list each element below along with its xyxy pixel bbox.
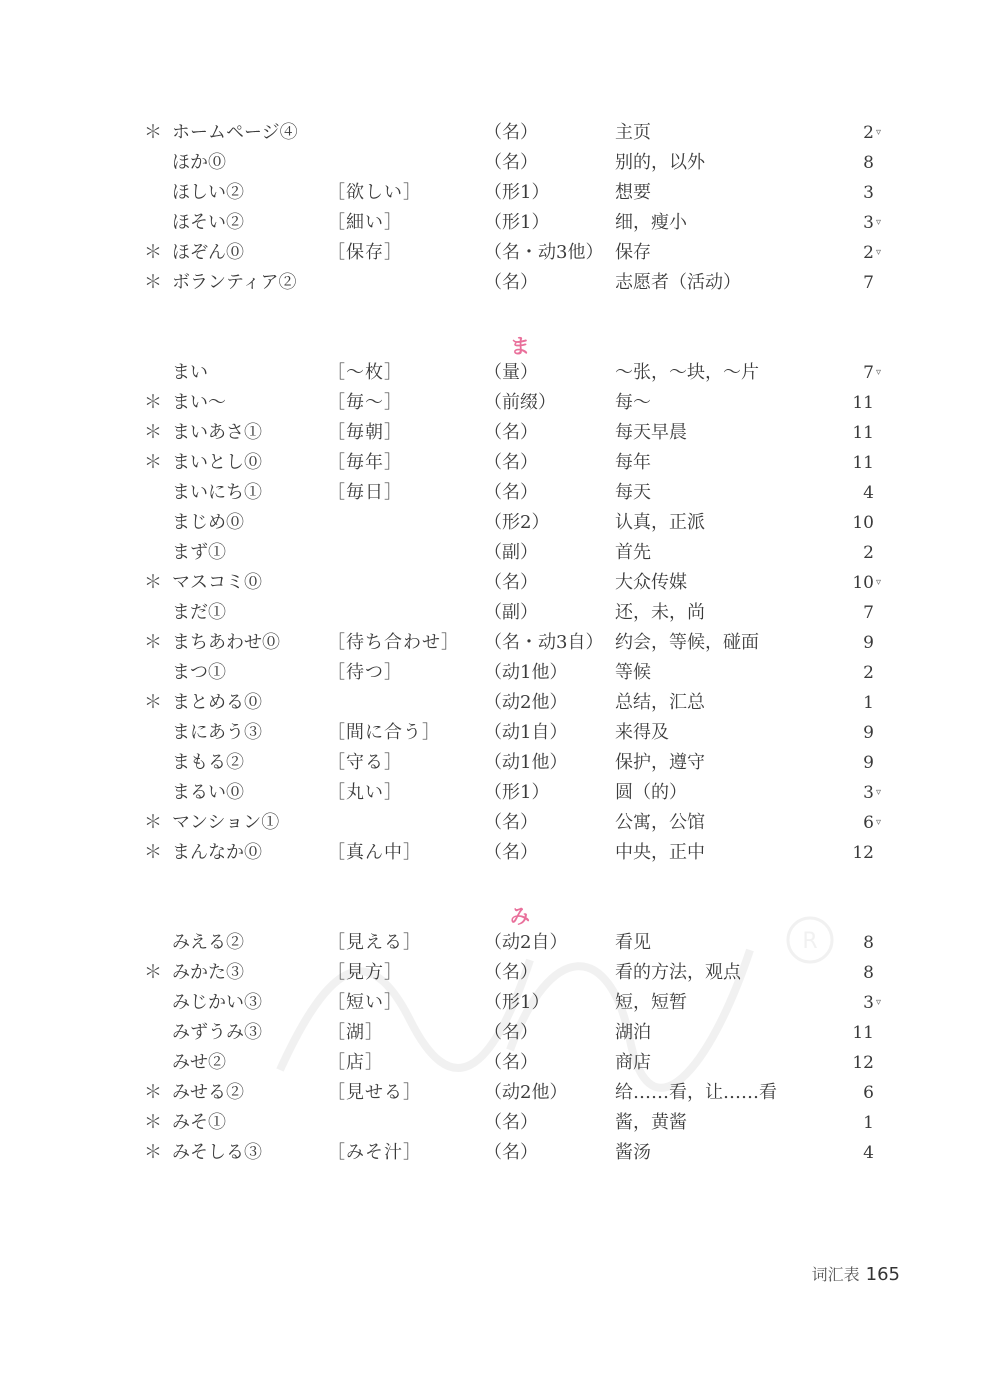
lesson-number: 4 bbox=[863, 483, 874, 503]
chinese-meaning: 公寓，公馆 bbox=[615, 812, 705, 833]
lesson-number: 7 bbox=[863, 363, 874, 383]
lesson-number: 4 bbox=[863, 1143, 874, 1163]
part-of-speech: （名） bbox=[484, 152, 538, 173]
word-reading: みせ② bbox=[172, 1052, 226, 1073]
row-star-marker: ＊ bbox=[144, 422, 162, 443]
vocab-entry-row bbox=[0, 118, 1000, 148]
lesson-number: 2 bbox=[863, 663, 874, 683]
part-of-speech: （动1自） bbox=[484, 722, 568, 743]
chinese-meaning: 别的，以外 bbox=[615, 152, 705, 173]
lesson-number: 11 bbox=[852, 423, 874, 443]
word-kanji: ［欲しい］ bbox=[327, 182, 422, 203]
part-of-speech: （动1他） bbox=[484, 662, 568, 683]
lesson-number: 11 bbox=[852, 453, 874, 473]
part-of-speech: （名） bbox=[484, 812, 538, 833]
part-of-speech: （名・动3自） bbox=[484, 632, 604, 653]
word-reading: まだ① bbox=[172, 602, 226, 623]
lesson-number: 9 bbox=[863, 753, 874, 773]
vocab-entry-row bbox=[0, 718, 1000, 748]
part-of-speech: （名） bbox=[484, 1052, 538, 1073]
word-kanji: ［待ち合わせ］ bbox=[327, 632, 460, 653]
lesson-number: 3 bbox=[863, 993, 874, 1013]
row-star-marker: ＊ bbox=[144, 452, 162, 473]
lesson-number: 12 bbox=[852, 843, 874, 863]
word-reading: みえる② bbox=[172, 932, 244, 953]
row-star-marker: ＊ bbox=[144, 962, 162, 983]
part-of-speech: （名） bbox=[484, 422, 538, 443]
vocab-entry-row bbox=[0, 688, 1000, 718]
part-of-speech: （形1） bbox=[484, 992, 550, 1013]
row-star-marker: ＊ bbox=[144, 122, 162, 143]
word-reading: みじかい③ bbox=[172, 992, 262, 1013]
vocab-entry-row bbox=[0, 748, 1000, 778]
part-of-speech: （形1） bbox=[484, 212, 550, 233]
word-kanji: ［待つ］ bbox=[327, 662, 403, 683]
word-kanji: ［見方］ bbox=[327, 962, 403, 983]
chinese-meaning: 每天早晨 bbox=[615, 422, 687, 443]
word-reading: ほか⓪ bbox=[172, 152, 226, 173]
triangle-mark-icon: ▿ bbox=[876, 247, 882, 258]
row-star-marker: ＊ bbox=[144, 242, 162, 263]
part-of-speech: （前缀） bbox=[484, 392, 556, 413]
word-reading: みずうみ③ bbox=[172, 1022, 262, 1043]
chinese-meaning: 首先 bbox=[615, 542, 651, 563]
part-of-speech: （副） bbox=[484, 542, 538, 563]
lesson-number: 9 bbox=[863, 633, 874, 653]
chinese-meaning: 给……看，让……看 bbox=[615, 1082, 777, 1103]
page-number: 165 bbox=[865, 1264, 900, 1285]
vocab-entry-row bbox=[0, 1078, 1000, 1108]
row-star-marker: ＊ bbox=[144, 272, 162, 293]
chinese-meaning: 酱，黄酱 bbox=[615, 1112, 687, 1133]
word-reading: まいにち① bbox=[172, 482, 262, 503]
word-kanji: ［毎朝］ bbox=[327, 422, 403, 443]
word-kanji: ［細い］ bbox=[327, 212, 403, 233]
chinese-meaning: 每年 bbox=[615, 452, 651, 473]
vocab-entry-row bbox=[0, 388, 1000, 418]
part-of-speech: （名） bbox=[484, 572, 538, 593]
triangle-mark-icon: ▿ bbox=[876, 817, 882, 828]
lesson-number: 1 bbox=[863, 693, 874, 713]
word-kanji: ［湖］ bbox=[327, 1022, 384, 1043]
part-of-speech: （动1他） bbox=[484, 752, 568, 773]
chinese-meaning: 约会，等候，碰面 bbox=[615, 632, 759, 653]
word-reading: マスコミ⓪ bbox=[172, 572, 262, 593]
vocab-entry-row bbox=[0, 628, 1000, 658]
word-kanji: ［短い］ bbox=[327, 992, 403, 1013]
word-reading: まいとし⓪ bbox=[172, 452, 262, 473]
word-kanji: ［毎日］ bbox=[327, 482, 403, 503]
vocab-entry-row bbox=[0, 928, 1000, 958]
part-of-speech: （名） bbox=[484, 842, 538, 863]
word-reading: ボランティア② bbox=[172, 272, 297, 293]
word-kanji: ［毎年］ bbox=[327, 452, 403, 473]
lesson-number: 8 bbox=[863, 153, 874, 173]
vocab-entry-row bbox=[0, 208, 1000, 238]
chinese-meaning: 酱汤 bbox=[615, 1142, 651, 1163]
kana-section-heading: ま bbox=[510, 334, 530, 358]
chinese-meaning: 细，瘦小 bbox=[615, 212, 687, 233]
word-kanji: ［守る］ bbox=[327, 752, 403, 773]
chinese-meaning: 看见 bbox=[615, 932, 651, 953]
vocab-entry-row bbox=[0, 448, 1000, 478]
word-reading: まい～ bbox=[172, 392, 226, 413]
triangle-mark-icon: ▿ bbox=[876, 787, 882, 798]
vocab-entry-row bbox=[0, 1018, 1000, 1048]
word-kanji: ［～枚］ bbox=[327, 362, 403, 383]
vocab-entry-row bbox=[0, 958, 1000, 988]
vocab-entry-row bbox=[0, 598, 1000, 628]
part-of-speech: （形2） bbox=[484, 512, 550, 533]
word-reading: みかた③ bbox=[172, 962, 244, 983]
lesson-number: 8 bbox=[863, 933, 874, 953]
chinese-meaning: 看的方法，观点 bbox=[615, 962, 741, 983]
lesson-number: 10 bbox=[852, 513, 874, 533]
word-reading: まんなか⓪ bbox=[172, 842, 262, 863]
word-kanji: ［見せる］ bbox=[327, 1082, 422, 1103]
word-reading: ほそい② bbox=[172, 212, 244, 233]
word-reading: マンション① bbox=[172, 812, 280, 833]
word-reading: まい bbox=[172, 362, 208, 383]
chinese-meaning: 大众传媒 bbox=[615, 572, 687, 593]
chinese-meaning: 来得及 bbox=[615, 722, 669, 743]
word-reading: まちあわせ⓪ bbox=[172, 632, 280, 653]
vocab-entry-row bbox=[0, 148, 1000, 178]
vocab-entry-row bbox=[0, 658, 1000, 688]
vocab-entry-row bbox=[0, 778, 1000, 808]
triangle-mark-icon: ▿ bbox=[876, 127, 882, 138]
row-star-marker: ＊ bbox=[144, 572, 162, 593]
row-star-marker: ＊ bbox=[144, 632, 162, 653]
lesson-number: 12 bbox=[852, 1053, 874, 1073]
lesson-number: 3 bbox=[863, 783, 874, 803]
vocab-entry-row bbox=[0, 478, 1000, 508]
vocab-entry-row bbox=[0, 178, 1000, 208]
chinese-meaning: 短，短暂 bbox=[615, 992, 687, 1013]
word-reading: まず① bbox=[172, 542, 226, 563]
part-of-speech: （名） bbox=[484, 122, 538, 143]
part-of-speech: （名） bbox=[484, 272, 538, 293]
chinese-meaning: 还，未，尚 bbox=[615, 602, 705, 623]
chinese-meaning: 想要 bbox=[615, 182, 651, 203]
chinese-meaning: 保存 bbox=[615, 242, 651, 263]
chinese-meaning: 保护，遵守 bbox=[615, 752, 705, 773]
word-kanji: ［真ん中］ bbox=[327, 842, 422, 863]
part-of-speech: （动2自） bbox=[484, 932, 568, 953]
lesson-number: 2 bbox=[863, 243, 874, 263]
lesson-number: 1 bbox=[863, 1113, 874, 1133]
part-of-speech: （动2他） bbox=[484, 692, 568, 713]
part-of-speech: （名） bbox=[484, 482, 538, 503]
word-kanji: ［見える］ bbox=[327, 932, 422, 953]
word-reading: ほしい② bbox=[172, 182, 244, 203]
vocab-entry-row bbox=[0, 988, 1000, 1018]
chinese-meaning: 主页 bbox=[615, 122, 651, 143]
word-reading: まいあさ① bbox=[172, 422, 262, 443]
vocab-entry-row bbox=[0, 1048, 1000, 1078]
lesson-number: 10 bbox=[852, 573, 874, 593]
chinese-meaning: 每天 bbox=[615, 482, 651, 503]
chinese-meaning: 等候 bbox=[615, 662, 651, 683]
lesson-number: 8 bbox=[863, 963, 874, 983]
word-kanji: ［みそ汁］ bbox=[327, 1142, 422, 1163]
vocab-entry-row bbox=[0, 418, 1000, 448]
vocab-entry-row bbox=[0, 268, 1000, 298]
chinese-meaning: 志愿者（活动） bbox=[615, 272, 741, 293]
word-reading: みそしる③ bbox=[172, 1142, 262, 1163]
row-star-marker: ＊ bbox=[144, 1112, 162, 1133]
chinese-meaning: 圆（的） bbox=[615, 782, 687, 803]
lesson-number: 3 bbox=[863, 183, 874, 203]
lesson-number: 6 bbox=[863, 813, 874, 833]
word-reading: ホームページ④ bbox=[172, 122, 298, 143]
row-star-marker: ＊ bbox=[144, 1142, 162, 1163]
lesson-number: 2 bbox=[863, 543, 874, 563]
word-reading: まもる② bbox=[172, 752, 244, 773]
word-kanji: ［店］ bbox=[327, 1052, 384, 1073]
lesson-number: 6 bbox=[863, 1083, 874, 1103]
part-of-speech: （名） bbox=[484, 1022, 538, 1043]
triangle-mark-icon: ▿ bbox=[876, 997, 882, 1008]
part-of-speech: （名） bbox=[484, 1142, 538, 1163]
word-reading: まとめる⓪ bbox=[172, 692, 262, 713]
lesson-number: 2 bbox=[863, 123, 874, 143]
chinese-meaning: 认真，正派 bbox=[615, 512, 705, 533]
triangle-mark-icon: ▿ bbox=[876, 217, 882, 228]
word-kanji: ［毎～］ bbox=[327, 392, 403, 413]
lesson-number: 7 bbox=[863, 603, 874, 623]
word-reading: ほぞん⓪ bbox=[172, 242, 244, 263]
chinese-meaning: 总结，汇总 bbox=[615, 692, 705, 713]
row-star-marker: ＊ bbox=[144, 392, 162, 413]
kana-section-heading: み bbox=[510, 904, 530, 928]
part-of-speech: （副） bbox=[484, 602, 538, 623]
lesson-number: 7 bbox=[863, 273, 874, 293]
part-of-speech: （形1） bbox=[484, 782, 550, 803]
lesson-number: 11 bbox=[852, 1023, 874, 1043]
word-kanji: ［丸い］ bbox=[327, 782, 403, 803]
part-of-speech: （名・动3他） bbox=[484, 242, 604, 263]
row-star-marker: ＊ bbox=[144, 1082, 162, 1103]
part-of-speech: （名） bbox=[484, 1112, 538, 1133]
part-of-speech: （名） bbox=[484, 962, 538, 983]
part-of-speech: （量） bbox=[484, 362, 538, 383]
word-reading: みそ① bbox=[172, 1112, 226, 1133]
vocab-entry-row bbox=[0, 508, 1000, 538]
part-of-speech: （名） bbox=[484, 452, 538, 473]
row-star-marker: ＊ bbox=[144, 842, 162, 863]
chinese-meaning: 湖泊 bbox=[615, 1022, 651, 1043]
chinese-meaning: 中央，正中 bbox=[615, 842, 705, 863]
lesson-number: 3 bbox=[863, 213, 874, 233]
page-footer bbox=[760, 1262, 900, 1285]
row-star-marker: ＊ bbox=[144, 692, 162, 713]
vocab-entry-row bbox=[0, 238, 1000, 268]
word-kanji: ［間に合う］ bbox=[327, 722, 441, 743]
part-of-speech: （动2他） bbox=[484, 1082, 568, 1103]
vocab-entry-row bbox=[0, 538, 1000, 568]
word-reading: みせる② bbox=[172, 1082, 244, 1103]
word-reading: まじめ⓪ bbox=[172, 512, 244, 533]
chinese-meaning: 商店 bbox=[615, 1052, 651, 1073]
vocab-entry-row bbox=[0, 358, 1000, 388]
vocab-entry-row bbox=[0, 808, 1000, 838]
chinese-meaning: ～张，～块，～片 bbox=[615, 362, 759, 383]
lesson-number: 11 bbox=[852, 393, 874, 413]
vocab-entry-row bbox=[0, 568, 1000, 598]
vocab-entry-row bbox=[0, 1138, 1000, 1168]
triangle-mark-icon: ▿ bbox=[876, 577, 882, 588]
footer-label: 词汇表 bbox=[811, 1265, 860, 1284]
triangle-mark-icon: ▿ bbox=[876, 367, 882, 378]
word-reading: まにあう③ bbox=[172, 722, 262, 743]
part-of-speech: （形1） bbox=[484, 182, 550, 203]
word-reading: まるい⓪ bbox=[172, 782, 244, 803]
lesson-number: 9 bbox=[863, 723, 874, 743]
chinese-meaning: 每～ bbox=[615, 392, 651, 413]
svg-text:R: R bbox=[802, 929, 818, 954]
vocab-entry-row bbox=[0, 1108, 1000, 1138]
word-kanji: ［保存］ bbox=[327, 242, 403, 263]
vocab-entry-row bbox=[0, 838, 1000, 868]
word-reading: まつ① bbox=[172, 662, 226, 683]
row-star-marker: ＊ bbox=[144, 812, 162, 833]
